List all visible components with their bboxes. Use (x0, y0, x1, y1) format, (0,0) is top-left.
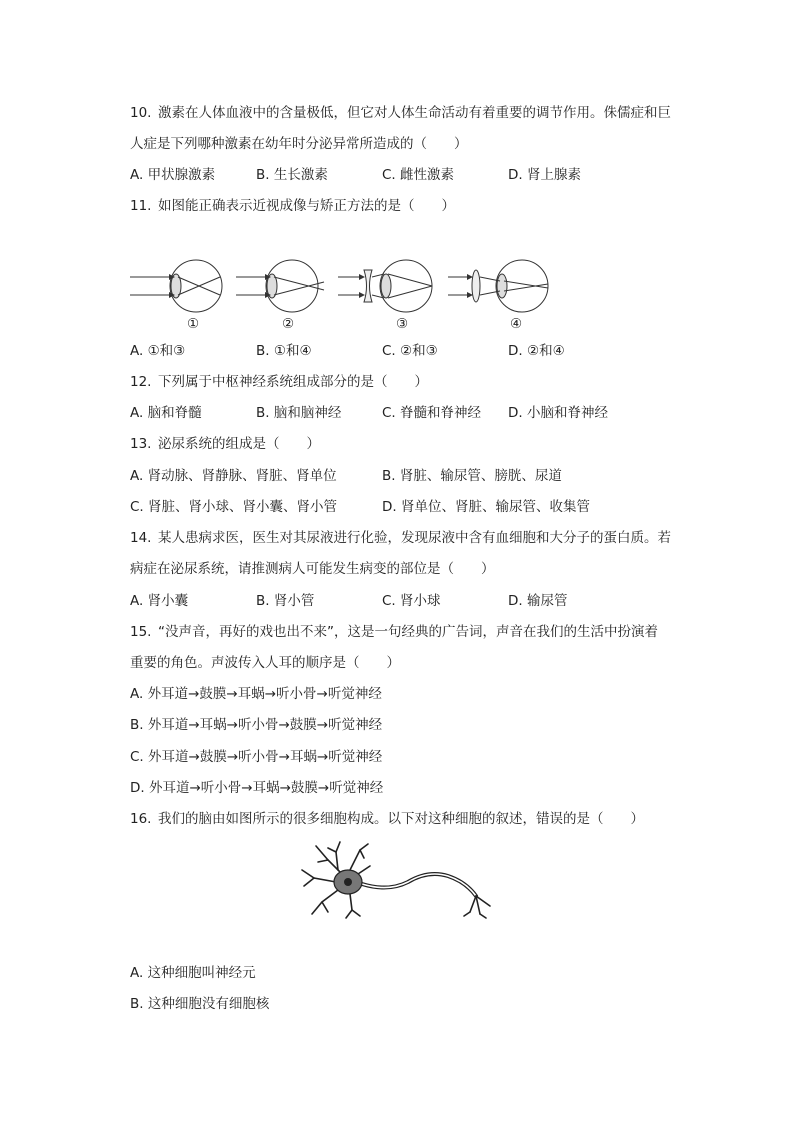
q12-option-b[interactable]: B. 脑和脑神经 (256, 405, 342, 421)
q15-text: “没声音，再好的戏也出不来”，这是一句经典的广告词，声音在我们的生活中扮演着 (158, 624, 658, 640)
q14-option-d[interactable]: D. 输尿管 (508, 593, 568, 609)
figure-label-3: ③ (396, 316, 409, 332)
q13-option-b[interactable]: B. 肾脏、输尿管、膀胱、尿道 (382, 468, 562, 484)
q13-option-c[interactable]: C. 肾脏、肾小球、肾小囊、肾小管 (130, 499, 338, 515)
q15-stem-line1 (130, 622, 658, 642)
neuron-figure (298, 840, 498, 920)
q15-option-d[interactable]: D. 外耳道→听小骨→耳蜗→鼓膜→听觉神经 (130, 780, 384, 796)
q13-number: 13. (130, 436, 152, 452)
q12-text: 下列属于中枢神经系统组成部分的是（ ） (158, 374, 428, 390)
q14-text: 某人患病求医，医生对其尿液进行化验，发现尿液中含有血细胞和大分子的蛋白质。若 (158, 530, 671, 546)
q13-stem (130, 434, 320, 454)
q11-option-d[interactable]: D. ②和④ (508, 343, 565, 359)
q13-option-a[interactable]: A. 肾动脉、肾静脉、肾脏、肾单位 (130, 468, 337, 484)
q15-stem-line2: 重要的角色。声波传入人耳的顺序是（ ） (130, 655, 400, 671)
q10-option-a[interactable]: A. 甲状腺激素 (130, 167, 216, 183)
eye-diagram-1 (130, 260, 222, 312)
q11-option-a[interactable]: A. ①和③ (130, 343, 186, 359)
q16-number: 16. (130, 811, 152, 827)
q10-stem-line1 (130, 103, 671, 123)
q10-option-d[interactable]: D. 肾上腺素 (508, 167, 581, 183)
q12-option-a[interactable]: A. 脑和脊髓 (130, 405, 202, 421)
eye-diagram-2 (236, 260, 324, 312)
q12-number: 12. (130, 374, 152, 390)
q15-number: 15. (130, 624, 152, 640)
q13-text: 泌尿系统的组成是（ ） (158, 436, 320, 452)
q15-option-b[interactable]: B. 外耳道→耳蜗→听小骨→鼓膜→听觉神经 (130, 717, 383, 733)
q10-text: 激素在人体血液中的含量极低，但它对人体生命活动有着重要的调节作用。侏儒症和巨 (158, 105, 671, 121)
q14-stem-line2: 病症在泌尿系统，请推测病人可能发生病变的部位是（ ） (130, 561, 495, 577)
q11-number: 11. (130, 198, 152, 214)
q15-option-a[interactable]: A. 外耳道→鼓膜→耳蜗→听小骨→听觉神经 (130, 686, 382, 702)
q10-stem-line2: 人症是下列哪种激素在幼年时分泌异常所造成的（ ） (130, 136, 468, 152)
q16-option-a[interactable]: A. 这种细胞叫神经元 (130, 965, 256, 981)
q10-option-c[interactable]: C. 雌性激素 (382, 167, 455, 183)
q13-option-d[interactable]: D. 肾单位、肾脏、输尿管、收集管 (382, 499, 590, 515)
q16-text: 我们的脑由如图所示的很多细胞构成。以下对这种细胞的叙述，错误的是（ ） (158, 811, 644, 827)
q11-option-c[interactable]: C. ②和③ (382, 343, 438, 359)
figure-label-4: ④ (510, 316, 523, 332)
q11-stem (130, 196, 455, 216)
q14-option-b[interactable]: B. 肾小管 (256, 593, 315, 609)
figure-label-1: ① (187, 316, 200, 332)
q12-stem (130, 372, 428, 392)
q14-option-a[interactable]: A. 肾小囊 (130, 593, 189, 609)
q11-option-b[interactable]: B. ①和④ (256, 343, 312, 359)
q12-option-d[interactable]: D. 小脑和脊神经 (508, 405, 608, 421)
q14-option-c[interactable]: C. 肾小球 (382, 593, 441, 609)
q15-option-c[interactable]: C. 外耳道→鼓膜→听小骨→耳蜗→听觉神经 (130, 749, 383, 765)
q16-option-b[interactable]: B. 这种细胞没有细胞核 (130, 996, 270, 1012)
eye-diagram-4 (448, 260, 548, 312)
q12-option-c[interactable]: C. 脊髓和脊神经 (382, 405, 482, 421)
q16-stem (130, 809, 644, 829)
q14-number: 14. (130, 530, 152, 546)
q14-stem-line1 (130, 528, 671, 548)
q10-number: 10. (130, 105, 152, 121)
eye-diagram-3 (338, 260, 432, 312)
neuron-nucleus (344, 878, 352, 886)
q11-text: 如图能正确表示近视成像与矫正方法的是（ ） (158, 198, 455, 214)
convex-lens (472, 270, 480, 302)
figure-label-2: ② (282, 316, 295, 332)
q10-option-b[interactable]: B. 生长激素 (256, 167, 328, 183)
concave-lens (364, 270, 372, 302)
